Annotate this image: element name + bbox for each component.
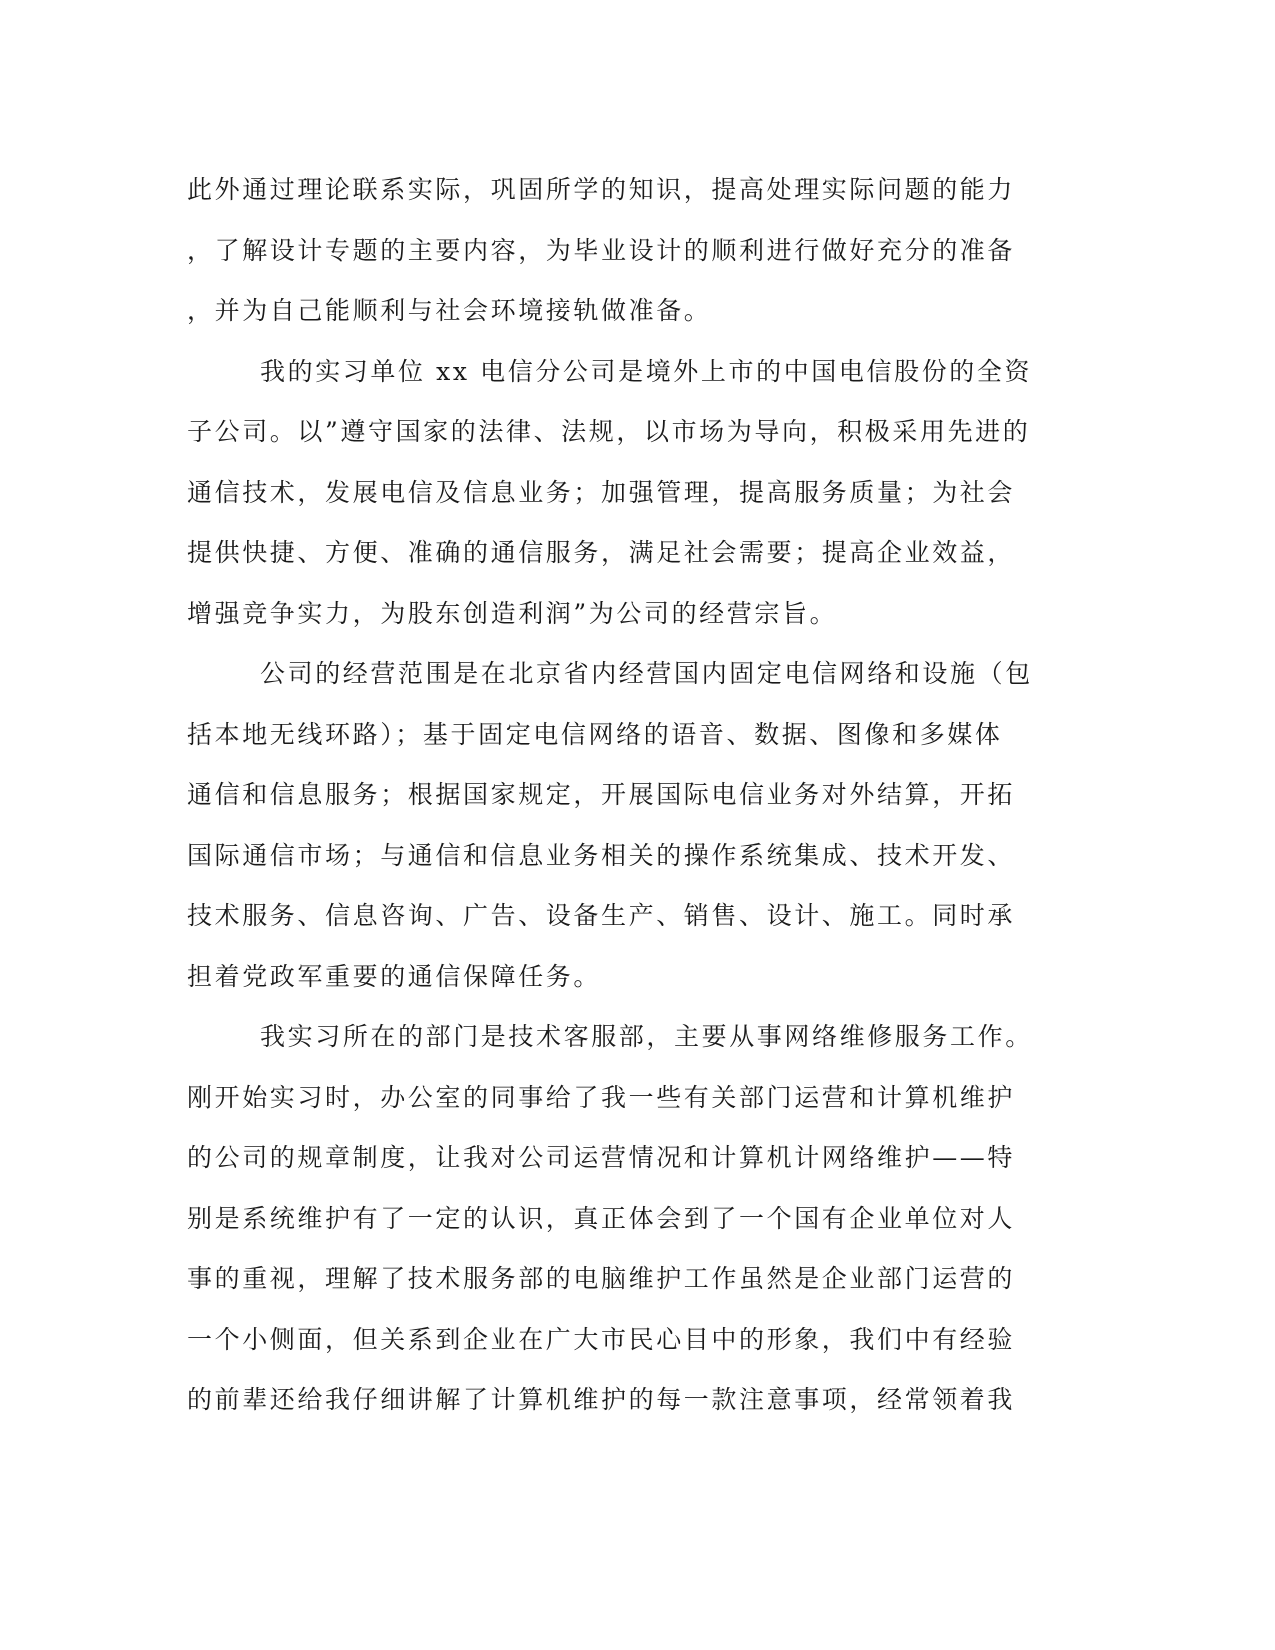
paragraph-4-line-2: 刚开始实习时，办公室的同事给了我一些有关部门运营和计算机维护 — [187, 1082, 1016, 1112]
paragraph-4-line-1: 我实习所在的部门是技术客服部，主要从事网络维修服务工作。 — [260, 1022, 1033, 1051]
paragraph-2-line-5: 增强竞争实力，为股东创造利润”为公司的经营宗旨。 — [187, 598, 838, 628]
paragraph-3-line-5: 技术服务、信息咨询、广告、设备生产、销售、设计、施工。同时承 — [187, 901, 1016, 930]
paragraph-3-line-4: 国际通信市场；与通信和信息业务相关的操作系统集成、技术开发、 — [187, 840, 1016, 870]
paragraph-3-line-1: 公司的经营范围是在北京省内经营国内固定电信网络和设施（包 — [260, 659, 1033, 688]
paragraph-3-line-2: 括本地无线环路）；基于固定电信网络的语音、数据、图像和多媒体 — [187, 719, 1003, 749]
paragraph-3-line-6: 担着党政军重要的通信保障任务。 — [187, 961, 602, 991]
paragraph-4-line-5: 事的重视，理解了技术服务部的电脑维护工作虽然是企业部门运营的 — [187, 1264, 1016, 1293]
paragraph-4-line-4: 别是系统维护有了一定的认识，真正体会到了一个国有企业单位对人 — [187, 1203, 1016, 1233]
paragraph-2-line-4: 提供快捷、方便、准确的通信服务，满足社会需要；提高企业效益， — [187, 538, 1016, 567]
paragraph-2-line-1: 我的实习单位 xx 电信分公司是境外上市的中国电信股份的全资 — [260, 356, 1033, 386]
paragraph-1-line-2: ，了解设计专题的主要内容，为毕业设计的顺利进行做好充分的准备 — [187, 235, 1016, 265]
body-text — [187, 160, 1087, 1431]
paragraph-1-line-3: ，并为自己能顺利与社会环境接轨做准备。 — [187, 296, 712, 325]
paragraph-4-line-7: 的前辈还给我仔细讲解了计算机维护的每一款注意事项，经常领着我 — [187, 1385, 1016, 1414]
paragraph-3-line-3: 通信和信息服务；根据国家规定，开展国际电信业务对外结算，开拓 — [187, 780, 1016, 809]
paragraph-2-line-2: 子公司。以”遵守国家的法律、法规，以市场为导向，积极采用先进的 — [187, 417, 1031, 446]
paragraph-2-line-3: 通信技术，发展电信及信息业务；加强管理，提高服务质量；为社会 — [187, 477, 1016, 507]
paragraph-1-line-1: 此外通过理论联系实际，巩固所学的知识，提高处理实际问题的能力 — [187, 175, 1016, 204]
paragraph-4-line-3: 的公司的规章制度，让我对公司运营情况和计算机计网络维护——特 — [187, 1143, 1016, 1172]
paragraph-4-line-6: 一个小侧面，但关系到企业在广大市民心目中的形象，我们中有经验 — [187, 1324, 1016, 1354]
